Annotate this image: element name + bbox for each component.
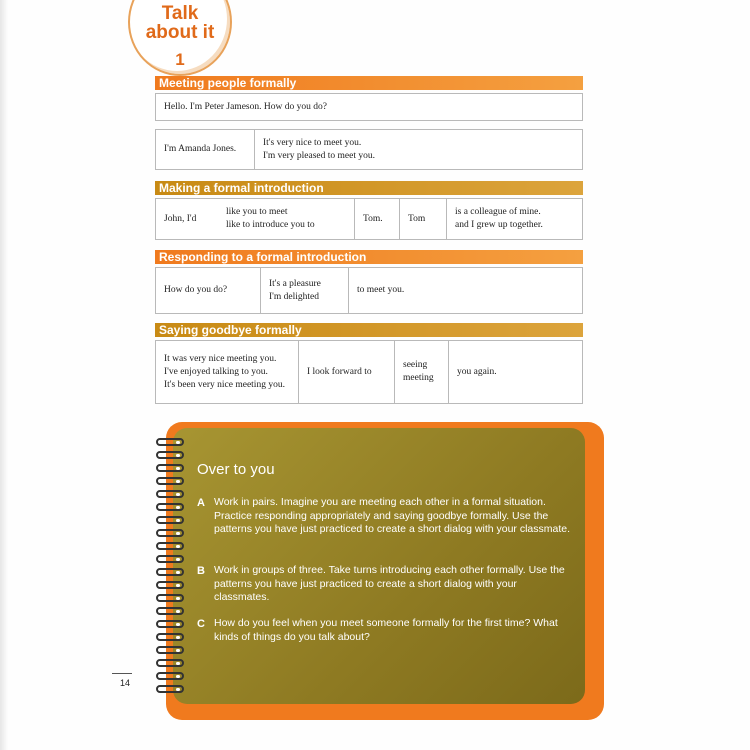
meeting-reply-name: I'm Amanda Jones.	[164, 144, 237, 154]
goodbye-phrase-2: I've enjoyed talking to you.	[164, 366, 268, 377]
task-letter-b: B	[197, 565, 205, 577]
spiral-ring	[156, 672, 184, 680]
section-heading-responding: Responding to a formal introduction	[155, 250, 583, 264]
page-number: 14	[120, 678, 131, 688]
goodbye-phrase-1: It was very nice meeting you.	[164, 353, 277, 364]
unit-number: 1	[175, 50, 185, 69]
meeting-row-1	[155, 93, 583, 121]
spiral-ring	[156, 581, 184, 589]
over-to-you-title: Over to you	[197, 461, 275, 478]
task-text-c: How do you feel when you meet someone formally for the first time? What kinds of things do you talk about?	[214, 617, 558, 643]
goodbye-phrase-3: It's been very nice meeting you.	[164, 379, 285, 390]
page-edge-shadow	[0, 0, 8, 750]
unit-title	[128, 4, 232, 42]
task-text-a: Work in pairs. Imagine you are meeting each other in a formal situation. Practice responding appropriately and saying goodbye formally. Use the patterns you have just practiced to create a short dialog with your classmate.	[214, 496, 571, 535]
intro-cell-name: Tom.	[354, 199, 399, 239]
section-heading-introduction: Making a formal introduction	[155, 181, 583, 195]
goodbye-cell-verbs	[394, 341, 448, 403]
respond-phrase-1: It's a pleasure	[269, 278, 321, 289]
page-number-rule	[112, 673, 132, 674]
task-text-b: Work in groups of three. Take turns introducing each other formally. Use the patterns you have just practiced to create a short dialog with your classmates.	[214, 564, 565, 603]
spiral-ring	[156, 464, 184, 472]
spiral-ring	[156, 659, 184, 667]
spiral-ring	[156, 568, 184, 576]
goodbye-verb-1: seeing	[403, 360, 428, 370]
spiral-ring	[156, 490, 184, 498]
unit-title-line2: about it	[145, 22, 215, 43]
respond-cell-greeting: How do you do?	[164, 285, 228, 295]
spiral-ring	[156, 685, 184, 693]
spiral-ring	[156, 438, 184, 446]
intro-description-1: is a colleague of mine.	[455, 207, 541, 217]
section-heading-meeting: Meeting people formally	[155, 76, 583, 90]
goodbye-cell-lookforward: I look forward to	[298, 341, 394, 403]
intro-cell-phrases	[218, 199, 354, 239]
respond-phrase-2: I'm delighted	[269, 291, 319, 302]
meeting-reply-option-1: It's very nice to meet you.	[263, 137, 362, 148]
goodbye-cell-ending: you again.	[448, 341, 582, 403]
spiral-ring	[156, 607, 184, 615]
meeting-row-2	[155, 129, 583, 170]
unit-title-line1: Talk	[161, 3, 199, 24]
intro-cell-name-2: Tom	[399, 199, 446, 239]
spiral-ring	[156, 451, 184, 459]
respond-cell-ending: to meet you.	[348, 268, 582, 313]
spiral-ring	[156, 620, 184, 628]
meeting-greeting: Hello. I'm Peter Jameson. How do you do?	[164, 101, 327, 112]
responding-row	[155, 267, 583, 314]
spiral-ring	[156, 503, 184, 511]
intro-phrase-1: like you to meet	[226, 207, 288, 217]
spiral-ring	[156, 633, 184, 641]
meeting-reply-options	[254, 130, 582, 169]
meeting-reply-option-2: I'm very pleased to meet you.	[263, 150, 375, 161]
task-letter-a: A	[197, 497, 205, 509]
goodbye-cell-phrases	[156, 341, 298, 403]
section-heading-goodbye: Saying goodbye formally	[155, 323, 583, 337]
goodbye-verb-2: meeting	[403, 373, 434, 383]
intro-phrase-2: like to introduce you to	[226, 220, 315, 230]
spiral-binding	[156, 438, 188, 703]
spiral-ring	[156, 542, 184, 550]
spiral-ring	[156, 529, 184, 537]
task-letter-c: C	[197, 618, 205, 630]
spiral-ring	[156, 594, 184, 602]
spiral-ring	[156, 477, 184, 485]
respond-cell-phrases	[260, 268, 348, 313]
introduction-row	[155, 198, 583, 240]
intro-cell-speaker: John, I'd	[164, 213, 197, 224]
intro-description-2: and I grew up together.	[455, 220, 543, 230]
intro-cell-descriptions	[446, 199, 582, 239]
spiral-ring	[156, 555, 184, 563]
goodbye-row	[155, 340, 583, 404]
spiral-ring	[156, 646, 184, 654]
spiral-ring	[156, 516, 184, 524]
